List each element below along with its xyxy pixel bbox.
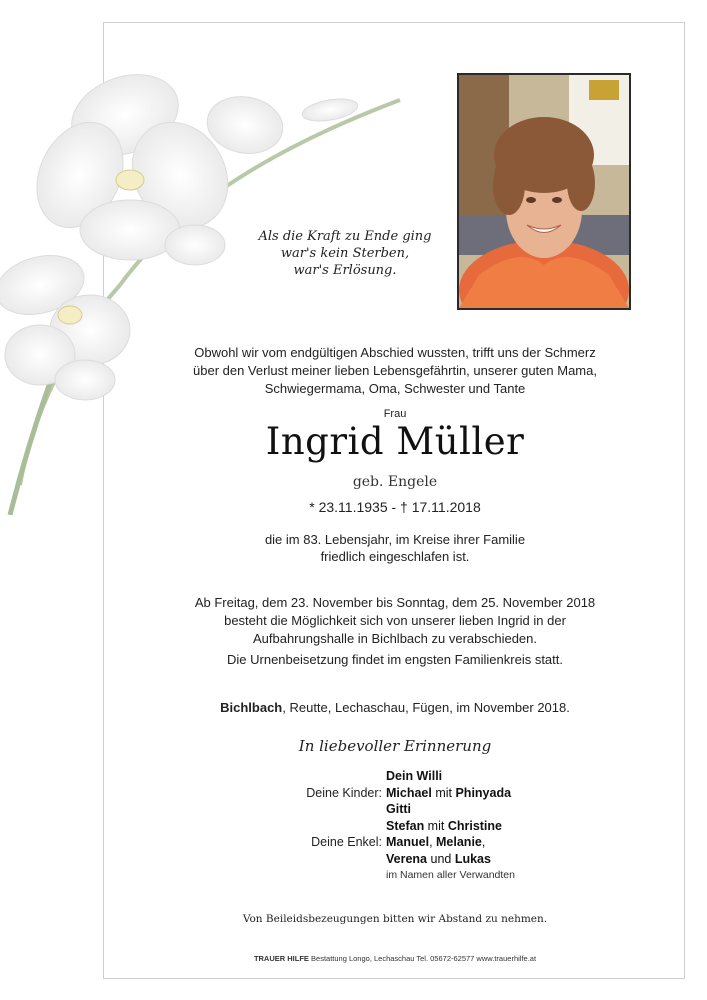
child-name: Gitti [386, 802, 411, 816]
viewing-line: besteht die Möglichkeit sich von unserer lieben Ingrid in der [224, 613, 566, 628]
connector: mit [431, 785, 456, 800]
child-partner-name: Christine [447, 818, 502, 833]
partner-name: Dein Willi [386, 769, 443, 783]
deceased-name: Ingrid Müller [265, 420, 525, 463]
poem [240, 228, 450, 279]
viewing-text [110, 594, 680, 648]
passing-text [110, 531, 680, 565]
footer-imprint [110, 954, 680, 963]
connector: , [429, 835, 437, 849]
relatives-note: im Namen aller Verwandten [386, 869, 515, 881]
place-bold: Bichlbach [220, 700, 283, 715]
connector: , [481, 835, 486, 849]
connector: und [427, 851, 455, 866]
poem-line: war's kein Sterben, [280, 246, 410, 261]
footer-brand: TRAUER HILFE [253, 954, 309, 963]
viewing-line: Aufbahrungshalle in Bichlbach zu verabschieden. [252, 631, 538, 646]
life-dates: * 23.11.1935 - † 17.11.2018 [309, 499, 481, 515]
mourners-list [290, 768, 515, 884]
condolence-note: Von Beileidsbezeugungen bitten wir Abstand zu nehmen. [242, 913, 548, 925]
connector: mit [424, 818, 448, 833]
salutation: Frau [383, 408, 407, 420]
maiden-name: geb. Engele [352, 474, 438, 490]
child-partner-name: Phinyada [455, 785, 512, 800]
place-rest: , Reutte, Lechaschau, Fügen, im November 2018. [282, 700, 570, 715]
intro-line: Schwiegermama, Oma, Schwester und Tante [264, 381, 526, 396]
viewing-line: Ab Freitag, dem 23. November bis Sonntag, dem 25. November 2018 [194, 595, 596, 610]
portrait-photo [457, 73, 631, 310]
grandchild-name: Melanie [436, 835, 482, 849]
intro-line: Obwohl wir vom endgültigen Abschied wussten, trifft uns der Schmerz [194, 345, 596, 360]
grandchild-name: Lukas [454, 851, 491, 866]
child-name: Stefan [386, 818, 425, 833]
intro-line: über den Verlust meiner lieben Lebensgefährtin, unserer guten Mama, [193, 363, 597, 378]
grandchild-name: Manuel [386, 835, 430, 849]
footer-text: Bestattung Longo, Lechaschau Tel. 05672-62577 www.trauerhilfe.at [308, 954, 537, 963]
child-name: Michael [386, 785, 432, 800]
urn-burial-text: Die Urnenbeisetzung findet im engsten Familienkreis statt. [227, 652, 563, 667]
memory-heading: In liebevoller Erinnerung [298, 737, 492, 755]
grandchildren-label: Deine Enkel: [311, 835, 382, 849]
grandchild-name: Verena [386, 851, 428, 866]
children-label: Deine Kinder: [306, 785, 382, 800]
intro-text [110, 344, 680, 398]
poem-line: Als die Kraft zu Ende ging [258, 229, 432, 244]
place-date-line [110, 700, 680, 715]
passing-line: friedlich eingeschlafen ist. [320, 549, 470, 564]
passing-line: die im 83. Lebensjahr, im Kreise ihrer Familie [264, 532, 526, 547]
poem-line: war's Erlösung. [293, 263, 397, 278]
